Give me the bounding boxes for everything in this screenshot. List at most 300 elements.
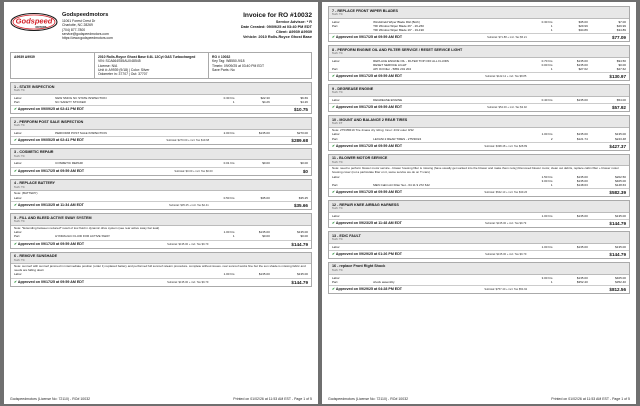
line-type: Labor bbox=[332, 132, 340, 137]
line-quantity: 1 bbox=[232, 99, 235, 104]
invoice-header bbox=[10, 6, 312, 52]
approval-text: Approved on 09/09/25 at 02:41 PM EDT bbox=[17, 107, 84, 112]
job-tech: Tech: TC bbox=[14, 88, 25, 92]
job-tech: Tech: TC bbox=[14, 154, 25, 158]
line-type: Labor bbox=[14, 272, 22, 277]
approval-text: Approved on 09/29/25 at 01:26 PM EDT bbox=[335, 251, 402, 256]
line-rate: $35.00 bbox=[578, 19, 588, 24]
vehicle-line: 2010 Rolls-Royce Ghost Base 6.6L 12Cyl GAS Turbocharged bbox=[98, 55, 196, 59]
line-rate: $135.00 bbox=[576, 63, 588, 68]
approval-text: Approved on 09/17/25 at 09:59 AM EDT bbox=[17, 168, 85, 173]
approval-text: Approved on 09/17/25 at 09:59 AM EDT bbox=[335, 105, 403, 110]
job-title: 6 - REMOVE SUNSHADE bbox=[14, 254, 58, 259]
job-title: 10 - MOUNT AND BALANCE 2 REAR TIRES bbox=[332, 117, 408, 122]
line-amount: $34.89 bbox=[616, 28, 626, 33]
approval-status bbox=[14, 107, 84, 112]
line-quantity: 1.00 hrs bbox=[541, 244, 553, 249]
job-subtotal: Subtotal: $71.88 + incl. Tax $5.21 bbox=[487, 36, 527, 40]
job-subtotal: Subtotal: $122.12 + incl. Tax $8.85 bbox=[485, 75, 527, 79]
approval-status bbox=[332, 144, 402, 149]
approval-status bbox=[332, 35, 402, 40]
line-amount: $405.00 bbox=[615, 178, 626, 183]
job-section bbox=[328, 200, 630, 228]
line-item bbox=[332, 98, 626, 102]
line-description bbox=[373, 245, 514, 249]
job-note: Note: need to perform blower motor service - blower housing filter is missing (have usually get sucked into the blower and make them noisy) Removed blower motor, clean out debris, replace cabin filter + blower motor housing cover (not a particulate filter on it, same service we do on Ti cars) bbox=[332, 166, 619, 175]
line-description: MEN Cabin Air Filter Set - 64 11 9 272 642 bbox=[373, 183, 430, 188]
job-tech: Tech: TC bbox=[14, 258, 25, 262]
godspeed-logo bbox=[10, 12, 58, 32]
job-total: $0 bbox=[302, 168, 308, 174]
line-type: Labor bbox=[14, 161, 22, 166]
approval-status bbox=[332, 105, 402, 110]
footer-printed-text: Printed on 01/02/26 at 11:53 AM EST bbox=[233, 397, 291, 401]
line-description: shock assembly bbox=[373, 279, 395, 284]
ro-line: Timein: 09/09/25 at 03:40 PM EDT bbox=[212, 63, 265, 68]
vehicle-name: Vehicle: 2010 Rolls-Royce Ghost Base bbox=[242, 35, 312, 39]
job-subtotal: Subtotal: $135.00 + incl. Tax $9.79 bbox=[485, 222, 527, 226]
job-total: $57.92 bbox=[611, 105, 626, 111]
line-amount: $135.00 bbox=[615, 132, 626, 137]
line-quantity: 1 bbox=[232, 234, 235, 239]
job-header bbox=[11, 253, 311, 265]
line-item bbox=[332, 28, 626, 32]
vehicle-line: VIN: SCA664S55AUX48545 bbox=[98, 59, 141, 64]
line-type: Part bbox=[332, 279, 338, 284]
job-header bbox=[11, 180, 311, 192]
approval-status bbox=[332, 252, 402, 257]
line-rate: $34.89 bbox=[578, 28, 588, 33]
shop-website[interactable]: https://www.godspeedmotors.com bbox=[62, 36, 113, 41]
line-type: Labor bbox=[332, 244, 340, 249]
job-body bbox=[11, 264, 311, 277]
line-description: LEXANI 2 REAR TIRES - 275/30/24 bbox=[373, 136, 422, 141]
line-quantity: 1 bbox=[550, 279, 553, 284]
check-icon: ✔ bbox=[332, 190, 336, 195]
job-title: 2 - PERFORM POST SALE INSPECTION bbox=[14, 119, 84, 124]
approval-row bbox=[11, 136, 311, 144]
line-rate: $135.00 bbox=[258, 130, 270, 135]
line-description: COSMETIC REPAIR bbox=[55, 161, 83, 166]
line-amount: $54.00 bbox=[616, 98, 626, 103]
line-rate: $0.00 bbox=[262, 161, 270, 166]
job-list-left bbox=[10, 82, 312, 287]
job-subtotal: Subtotal: $757.40 + incl. Tax $54.92 bbox=[484, 287, 528, 291]
line-description: NC SAFETY STICKER bbox=[55, 99, 86, 104]
line-type: Labor bbox=[332, 213, 340, 218]
line-rate: $135.00 bbox=[576, 132, 588, 137]
job-subtotal: Subtotal: $398.48 + incl. Tax $28.89 bbox=[484, 144, 528, 148]
line-rate: $0.00 bbox=[262, 234, 270, 239]
line-type: Part bbox=[332, 136, 338, 141]
check-icon: ✔ bbox=[14, 241, 18, 246]
job-total: $144.79 bbox=[291, 279, 308, 285]
job-title: 4 - REPLACE BATTERY bbox=[14, 181, 55, 186]
job-total: $130.97 bbox=[609, 74, 626, 80]
line-quantity: 0.00 hrs bbox=[541, 63, 553, 68]
job-body bbox=[11, 95, 311, 105]
shop-city: Charlotte, NC 28269 bbox=[62, 23, 93, 28]
job-section bbox=[328, 115, 630, 151]
job-total: $35.66 bbox=[293, 203, 308, 209]
approval-row bbox=[329, 188, 629, 196]
svg-text:MOTORS: MOTORS bbox=[35, 26, 47, 29]
line-amount: $135.00 bbox=[297, 272, 308, 277]
job-total: $144.79 bbox=[609, 221, 626, 227]
footer-printed: Printed on 01/02/26 at 11:53 AM EST - Page 1 of 5 bbox=[551, 397, 630, 401]
job-title: 7 - REPLACE FRONT WIPER BLADES bbox=[332, 8, 398, 13]
job-header bbox=[11, 83, 311, 95]
line-description: REPLACE ENGINE OIL - FILTER TOP OFF ALL FLUIDS bbox=[373, 58, 449, 63]
approval-row bbox=[329, 33, 629, 41]
check-icon: ✔ bbox=[14, 137, 18, 142]
line-type: Part bbox=[14, 99, 20, 104]
customer-cell bbox=[11, 53, 95, 78]
vehicle-line: Odometer in: 37707 | Out: 37707 bbox=[98, 72, 148, 77]
line-rate: $29.99 bbox=[578, 23, 588, 28]
check-icon: ✔ bbox=[14, 279, 18, 284]
line-rate: $135.00 bbox=[576, 244, 588, 249]
approval-row bbox=[11, 201, 311, 209]
line-item bbox=[14, 161, 308, 165]
job-tech: Tech: TC bbox=[332, 12, 343, 16]
footer-printed: Printed on 01/02/26 at 11:53 AM EST - Page 1 of 5 bbox=[233, 397, 312, 401]
vehicle-line: Unit #: A9939 (9/18) | Color: Silver bbox=[98, 67, 150, 72]
client-name: Client: A9939 A9939 bbox=[275, 30, 312, 34]
line-quantity: 1.00 hrs bbox=[541, 132, 553, 137]
line-type: Labor bbox=[332, 275, 340, 280]
job-subtotal: Subtotal: $35.25 + incl. Tax $2.41 bbox=[169, 204, 209, 208]
line-item bbox=[332, 67, 626, 71]
line-quantity: 3.00 hrs bbox=[541, 275, 553, 280]
footer-page: Page 1 of 5 bbox=[294, 397, 312, 401]
job-section bbox=[10, 179, 312, 210]
job-body bbox=[329, 19, 629, 34]
line-quantity: 1 bbox=[550, 28, 553, 33]
line-rate: $121.74 bbox=[576, 136, 588, 141]
job-title: 3 - COSMETIC REPAIR bbox=[14, 150, 54, 155]
job-note: Note: sunroof with sunroof jammed in intermediate position (order 1) replaced battery and performed full sunroof relearn procedure. complete without issues. rear sunroof works fine but the sun shade is missing fabric and needs are falling down bbox=[14, 264, 306, 272]
ro-line: RO # 10032 bbox=[212, 55, 231, 59]
job-subtotal: Subtotal: $135.00 + incl. Tax $9.79 bbox=[167, 242, 209, 246]
job-header bbox=[329, 155, 629, 167]
line-type: Labor bbox=[14, 195, 22, 200]
job-tech: Tech: TC bbox=[332, 160, 343, 164]
line-rate: $4.26 bbox=[262, 99, 270, 104]
line-quantity: 0.70 hrs bbox=[541, 58, 553, 63]
approval-status bbox=[332, 221, 402, 226]
line-quantity: 0.50 hrs bbox=[223, 195, 235, 200]
line-description: RESET SERVICE LIGHT bbox=[373, 63, 407, 68]
job-total: $582.39 bbox=[609, 190, 626, 196]
job-section bbox=[10, 148, 312, 176]
line-quantity: 1 bbox=[550, 23, 553, 28]
job-tech: Tech: TC bbox=[332, 237, 343, 241]
line-amount: $135.00 bbox=[297, 230, 308, 235]
job-tech: Tech: TC bbox=[14, 185, 25, 189]
line-description: Windshield Wiper Blade R&I (Both) bbox=[373, 19, 420, 24]
line-rate: $22.30 bbox=[260, 95, 270, 100]
page-footer bbox=[328, 397, 630, 401]
check-icon: ✔ bbox=[14, 168, 18, 173]
line-amount: $29.99 bbox=[616, 23, 626, 28]
check-icon: ✔ bbox=[14, 203, 18, 208]
check-icon: ✔ bbox=[332, 143, 336, 148]
line-description bbox=[373, 214, 514, 218]
customer-name: A9939 A9939 bbox=[14, 55, 35, 59]
line-rate: $135.00 bbox=[576, 98, 588, 103]
line-rate: $135.00 bbox=[258, 272, 270, 277]
line-amount: $0.00 bbox=[300, 234, 308, 239]
job-section bbox=[328, 84, 630, 112]
line-amount: $135.00 bbox=[615, 213, 626, 218]
line-description: HYDRAULIC FLUID FOR ACTIVE SWAY bbox=[55, 234, 110, 239]
approval-text: Approved on 09/23/25 at 11:48 AM EDT bbox=[335, 221, 402, 226]
line-amount: $6.69 bbox=[300, 95, 308, 100]
job-body bbox=[11, 226, 311, 240]
line-description bbox=[55, 196, 196, 200]
line-amount: $4.26 bbox=[300, 99, 308, 104]
approval-text: Approved on 09/05/25 at 02:41 PM EDT bbox=[17, 137, 84, 142]
job-total: $289.68 bbox=[291, 137, 308, 143]
line-rate: $352.40 bbox=[576, 279, 588, 284]
job-body bbox=[11, 191, 311, 201]
approval-status bbox=[14, 203, 84, 208]
line-rate: $35.00 bbox=[260, 195, 270, 200]
ro-cell bbox=[209, 53, 311, 78]
approval-row bbox=[329, 103, 629, 111]
line-rate: $135.00 bbox=[576, 275, 588, 280]
ro-line: Save Parts: No bbox=[212, 67, 235, 72]
job-section bbox=[328, 154, 630, 197]
line-quantity: 3.00 hrs bbox=[541, 178, 553, 183]
job-header bbox=[329, 263, 629, 275]
approval-row bbox=[329, 285, 629, 293]
job-header bbox=[329, 232, 629, 244]
job-total: $10.75 bbox=[293, 107, 308, 113]
line-amount: $135.00 bbox=[615, 244, 626, 249]
job-title: 9 - DEGREASE ENGINE bbox=[332, 86, 374, 91]
check-icon: ✔ bbox=[332, 105, 336, 110]
line-amount: $0.00 bbox=[618, 63, 626, 68]
line-quantity: 2 bbox=[550, 136, 553, 141]
job-header bbox=[329, 116, 629, 128]
line-type: Labor bbox=[14, 95, 22, 100]
line-type: Labor bbox=[14, 230, 22, 235]
job-subtotal: Subtotal: $542.13 + incl. Tax $39.26 bbox=[484, 191, 528, 195]
approval-row bbox=[329, 142, 629, 150]
line-quantity: 0.30 hrs bbox=[223, 95, 235, 100]
job-header bbox=[329, 201, 629, 213]
line-type: Labor bbox=[14, 130, 22, 135]
job-header bbox=[11, 149, 311, 161]
line-type bbox=[332, 28, 373, 32]
job-total: $144.79 bbox=[291, 241, 308, 247]
vehicle-cell bbox=[95, 53, 209, 78]
line-quantity: 2.00 hrs bbox=[223, 130, 235, 135]
job-section bbox=[328, 262, 630, 294]
line-amount: $405.00 bbox=[615, 275, 626, 280]
line-type: Labor bbox=[332, 174, 340, 179]
approval-status bbox=[14, 138, 84, 143]
approval-status bbox=[332, 190, 402, 195]
service-advisor: Service Advisor: * R bbox=[275, 20, 312, 24]
line-amount: $94.50 bbox=[616, 58, 626, 63]
approval-row bbox=[329, 250, 629, 258]
job-body bbox=[329, 166, 629, 188]
line-type: Part bbox=[332, 183, 338, 188]
line-rate: $148.63 bbox=[576, 183, 588, 188]
shop-email[interactable]: service@godspeedmotors.com bbox=[62, 31, 109, 36]
job-header bbox=[329, 46, 629, 58]
line-quantity: 1.50 hrs bbox=[541, 174, 553, 179]
line-item bbox=[14, 131, 308, 135]
line-item bbox=[332, 280, 626, 284]
approval-text: Approved on 09/29/25 at 04:28 PM EDT bbox=[335, 286, 402, 291]
line-quantity: 1 bbox=[550, 67, 553, 72]
shop-name: Godspeedmotors bbox=[62, 12, 109, 18]
job-note: Note: 275/35R19 Tire 4mass dry riding; Inner: 4/32 outer 0/32 bbox=[332, 127, 414, 132]
job-list-right bbox=[328, 6, 630, 294]
job-header bbox=[11, 214, 311, 226]
job-note: Note: *Extending between reduced* result of low fluid in dynamic drive system (see rear active sway bar leak) bbox=[14, 225, 160, 230]
approval-text: Approved on 09/17/25 at 09:59 AM EDT bbox=[17, 279, 85, 284]
job-subtotal: Subtotal: $135.00 + incl. Tax $9.79 bbox=[485, 252, 527, 256]
line-description: NEW SMOG NC STATE INSPECTION bbox=[55, 95, 107, 100]
approval-status bbox=[332, 287, 402, 292]
line-item bbox=[14, 272, 308, 276]
line-description: DEGREASE ENGINE bbox=[373, 98, 403, 103]
line-amount: $202.50 bbox=[615, 174, 626, 179]
check-icon: ✔ bbox=[332, 35, 336, 40]
approval-text: Approved on 09/17/25 at 09:59 AM EDT bbox=[335, 190, 403, 195]
job-section bbox=[328, 45, 630, 81]
line-item bbox=[14, 100, 308, 104]
job-title: 11 - BLOWER MOTOR SERVICE bbox=[332, 156, 388, 161]
ro-line: Key Tag: W8550-9/18 bbox=[212, 59, 245, 64]
footer-printed-text: Printed on 01/02/26 at 11:53 AM EST bbox=[551, 397, 609, 401]
job-total: $144.79 bbox=[609, 251, 626, 257]
shop-phone: (704) 877-7800 bbox=[62, 27, 86, 32]
check-icon: ✔ bbox=[332, 221, 336, 226]
job-subtotal: Subtotal: $54.00 + incl. Tax $3.92 bbox=[487, 106, 527, 110]
shop-address: 11061 Forest Crest Dr bbox=[62, 19, 96, 23]
approval-status bbox=[14, 280, 84, 285]
invoice-page-left bbox=[4, 2, 318, 404]
line-rate: $135.00 bbox=[258, 230, 270, 235]
job-note: Note: (BATTERY) bbox=[14, 191, 38, 196]
job-header bbox=[329, 85, 629, 97]
job-tech: Tech: TC bbox=[14, 123, 25, 127]
job-tech: Tech: TC bbox=[14, 219, 25, 223]
job-title: 8 - PERFORM ENGINE OIL AND FILTER SERVICE / RESET SERVICE LIGHT bbox=[332, 47, 463, 52]
invoice-meta bbox=[192, 12, 312, 40]
line-description bbox=[55, 272, 196, 276]
line-quantity: 1.00 hrs bbox=[223, 272, 235, 277]
job-subtotal: Subtotal: $135.00 + incl. Tax $9.79 bbox=[167, 280, 209, 284]
job-total: $77.09 bbox=[611, 35, 626, 41]
job-header bbox=[329, 7, 629, 19]
check-icon: ✔ bbox=[332, 74, 336, 79]
line-description: API Oil Filter - 5881 201 204 bbox=[373, 67, 412, 72]
line-quantity: 0.30 hrs bbox=[541, 19, 553, 24]
line-type: Part bbox=[332, 67, 338, 72]
line-quantity: 0.01 hrs bbox=[223, 161, 235, 166]
line-item bbox=[332, 214, 626, 218]
line-item bbox=[332, 137, 626, 141]
customer-vehicle-box bbox=[10, 52, 312, 79]
line-description: PERFORM POST SALE INSPECTION bbox=[55, 130, 107, 135]
job-total: $427.37 bbox=[609, 143, 626, 149]
page-footer bbox=[10, 397, 312, 401]
line-description: TRI Window Wiper Blade 19" - 19-190 bbox=[373, 28, 424, 33]
line-amount: $148.63 bbox=[615, 183, 626, 188]
approval-text: Approved on 09/13/25 at 11:34 AM EDT bbox=[17, 203, 84, 208]
line-item bbox=[14, 234, 308, 238]
line-type: Labor bbox=[332, 19, 340, 24]
approval-status bbox=[14, 242, 84, 247]
job-tech: Tech: TC bbox=[332, 207, 343, 211]
job-header bbox=[11, 118, 311, 130]
job-subtotal: Subtotal: $0.00 + incl. Tax $0.00 bbox=[174, 169, 213, 173]
approval-text: Approved on 09/17/25 at 09:59 AM EDT bbox=[335, 35, 403, 40]
check-icon: ✔ bbox=[332, 251, 336, 256]
approval-row bbox=[329, 72, 629, 80]
check-icon: ✔ bbox=[14, 107, 18, 112]
job-tech: Tech: FT bbox=[332, 122, 343, 126]
check-icon: ✔ bbox=[332, 286, 336, 291]
job-section bbox=[10, 252, 312, 287]
approval-row bbox=[11, 278, 311, 286]
footer-shop: Godspeedmotors (License No: 72110) - RO# 10032 bbox=[10, 397, 91, 401]
approval-text: Approved on 09/17/25 at 09:59 AM EDT bbox=[335, 74, 403, 79]
line-rate: $135.00 bbox=[576, 174, 588, 179]
invoice-title: Invoice for RO #10032 bbox=[243, 12, 312, 19]
job-section bbox=[10, 117, 312, 145]
line-amount: $0.00 bbox=[300, 161, 308, 166]
job-total: $812.56 bbox=[609, 286, 626, 292]
job-subtotal: Subtotal: $270.00 + incl. Tax $19.68 bbox=[166, 138, 210, 142]
line-amount: $27.62 bbox=[616, 67, 626, 72]
line-quantity: 1 bbox=[550, 183, 553, 188]
job-body bbox=[329, 128, 629, 142]
line-rate: $27.62 bbox=[578, 67, 588, 72]
approval-status bbox=[332, 74, 402, 79]
line-item bbox=[14, 196, 308, 200]
job-tech: Tech: TC bbox=[332, 268, 343, 272]
line-quantity: 1.00 hrs bbox=[541, 213, 553, 218]
footer-shop: Godspeedmotors (License No: 72110) - RO# 10032 bbox=[328, 397, 409, 401]
line-quantity: 0.40 hrs bbox=[541, 98, 553, 103]
approval-text: Approved on 09/17/25 at 09:59 AM EDT bbox=[335, 143, 403, 148]
line-amount: $7.00 bbox=[618, 19, 626, 24]
job-body bbox=[329, 275, 629, 285]
vehicle-line: License: N/A bbox=[98, 63, 118, 68]
approval-row bbox=[329, 219, 629, 227]
line-amount: $352.40 bbox=[615, 279, 626, 284]
line-description: TRI Window Wiper Blade 26" - 26-260 bbox=[373, 23, 424, 28]
job-title: 5 - FILL AND BLEED ACTIVE SWAY SYSTEM bbox=[14, 215, 92, 220]
job-tech: Tech: TC bbox=[332, 52, 343, 56]
approval-row bbox=[11, 105, 311, 113]
job-section bbox=[328, 231, 630, 259]
approval-status bbox=[14, 169, 84, 174]
line-type: Part bbox=[14, 234, 20, 239]
line-item bbox=[332, 183, 626, 187]
footer-page: Page 1 of 5 bbox=[612, 397, 630, 401]
line-amount: $243.48 bbox=[615, 136, 626, 141]
line-amount: $35.25 bbox=[298, 195, 308, 200]
